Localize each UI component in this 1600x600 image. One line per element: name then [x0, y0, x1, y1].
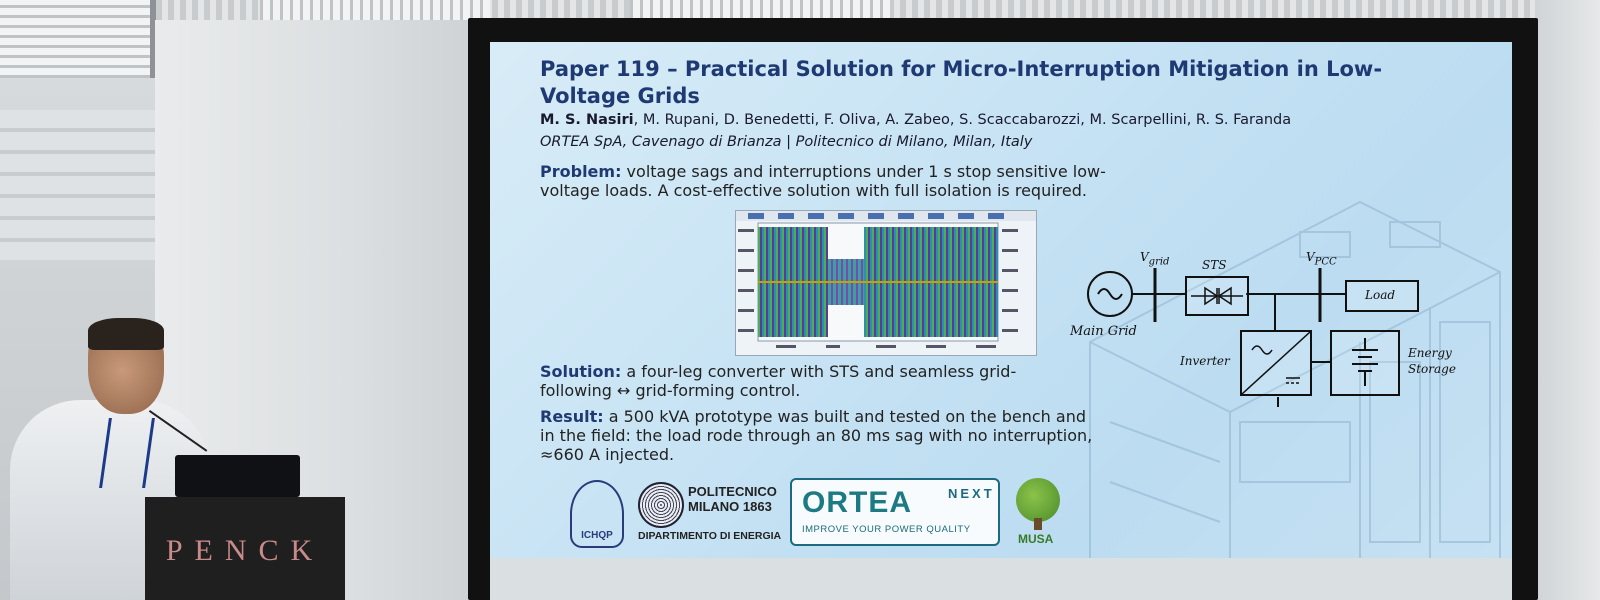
energy-storage-label-1: Energy — [1408, 346, 1452, 360]
result-statement — [540, 407, 1100, 464]
presenter-hair — [88, 318, 164, 350]
ceiling-light-grid — [0, 0, 156, 78]
slide-affiliation: ORTEA SpA, Cavenago di Brianza | Politecnico di Milano, Milan, Italy — [540, 134, 1033, 150]
screen-bottom-margin — [490, 558, 1512, 600]
ceiling-vent — [260, 0, 490, 22]
wall-shutter — [0, 110, 160, 260]
politecnico-line2: MILANO 1863 — [688, 499, 772, 514]
wall-right — [1535, 0, 1600, 600]
solution-statement — [540, 362, 1060, 400]
vgrid-subscript: grid — [1148, 256, 1170, 268]
ichqp-logo-text: ICHQP — [581, 530, 613, 541]
battery-icon — [1332, 332, 1398, 394]
vpcc-subscript: PCC — [1314, 256, 1337, 268]
politecnico-logo-text — [688, 484, 777, 514]
musa-tree-trunk — [1034, 518, 1042, 530]
main-grid-label: Main Grid — [1070, 324, 1137, 339]
lead-author: M. S. Nasiri — [540, 112, 634, 128]
ortea-wordmark: ORTEA — [802, 486, 912, 519]
ortea-tagline: IMPROVE YOUR POWER QUALITY — [802, 524, 971, 535]
sponsor-logos — [550, 472, 1090, 552]
result-label: Result: — [540, 407, 604, 426]
vgrid-label — [1140, 250, 1169, 267]
vpcc-symbol: V — [1306, 250, 1315, 264]
result-text: a 500 kVA prototype was built and tested on the bench and in the field: the load rode through an 80 ms sag with no interruption, ≈660 A injected. — [540, 407, 1093, 464]
musa-logo-text: MUSA — [1018, 532, 1054, 546]
podium-label: PENCK — [165, 534, 325, 567]
department-text: DIPARTIMENTO DI ENERGIA — [638, 530, 782, 542]
system-diagram — [1060, 222, 1500, 422]
sts-label: STS — [1202, 258, 1227, 272]
inverter-label: Inverter — [1180, 354, 1230, 368]
politecnico-line1: POLITECNICO — [688, 484, 777, 499]
ortea-next-logo — [790, 478, 1000, 546]
musa-tree-icon — [1016, 478, 1060, 522]
problem-statement — [540, 162, 1140, 200]
waveform-plot — [735, 210, 1037, 356]
sts-box — [1185, 276, 1249, 316]
ortea-next-wordmark: NEXT — [948, 486, 995, 501]
thyristor-icon — [1187, 278, 1247, 314]
energy-storage-label-2: Storage — [1408, 362, 1456, 376]
solution-text: a four-leg converter with STS and seamless grid-following ↔ grid-forming control. — [540, 362, 1017, 400]
presentation-slide — [490, 42, 1512, 558]
problem-text: voltage sags and interruptions under 1 s stop sensitive low-voltage loads. A cost-effective solution with full isolation is required. — [540, 162, 1106, 200]
inverter-icon — [1242, 332, 1310, 394]
solution-label: Solution: — [540, 362, 622, 381]
politecnico-seal-icon — [638, 482, 684, 528]
load-label: Load — [1365, 288, 1396, 302]
inverter-box — [1240, 330, 1312, 396]
laptop — [175, 455, 300, 497]
vpcc-label — [1306, 250, 1337, 267]
load-box — [1345, 280, 1419, 312]
battery-box — [1330, 330, 1400, 396]
co-authors: , M. Rupani, D. Benedetti, F. Oliva, A. Zabeo, S. Scaccabarozzi, M. Scarpellini, R. S. Faranda — [633, 112, 1292, 128]
vgrid-symbol: V — [1140, 250, 1149, 264]
slide-authors — [540, 112, 1500, 128]
problem-label: Problem: — [540, 162, 622, 181]
slide-title: Paper 119 – Practical Solution for Micro-Interruption Mitigation in Low-Voltage Grids — [540, 57, 1383, 108]
